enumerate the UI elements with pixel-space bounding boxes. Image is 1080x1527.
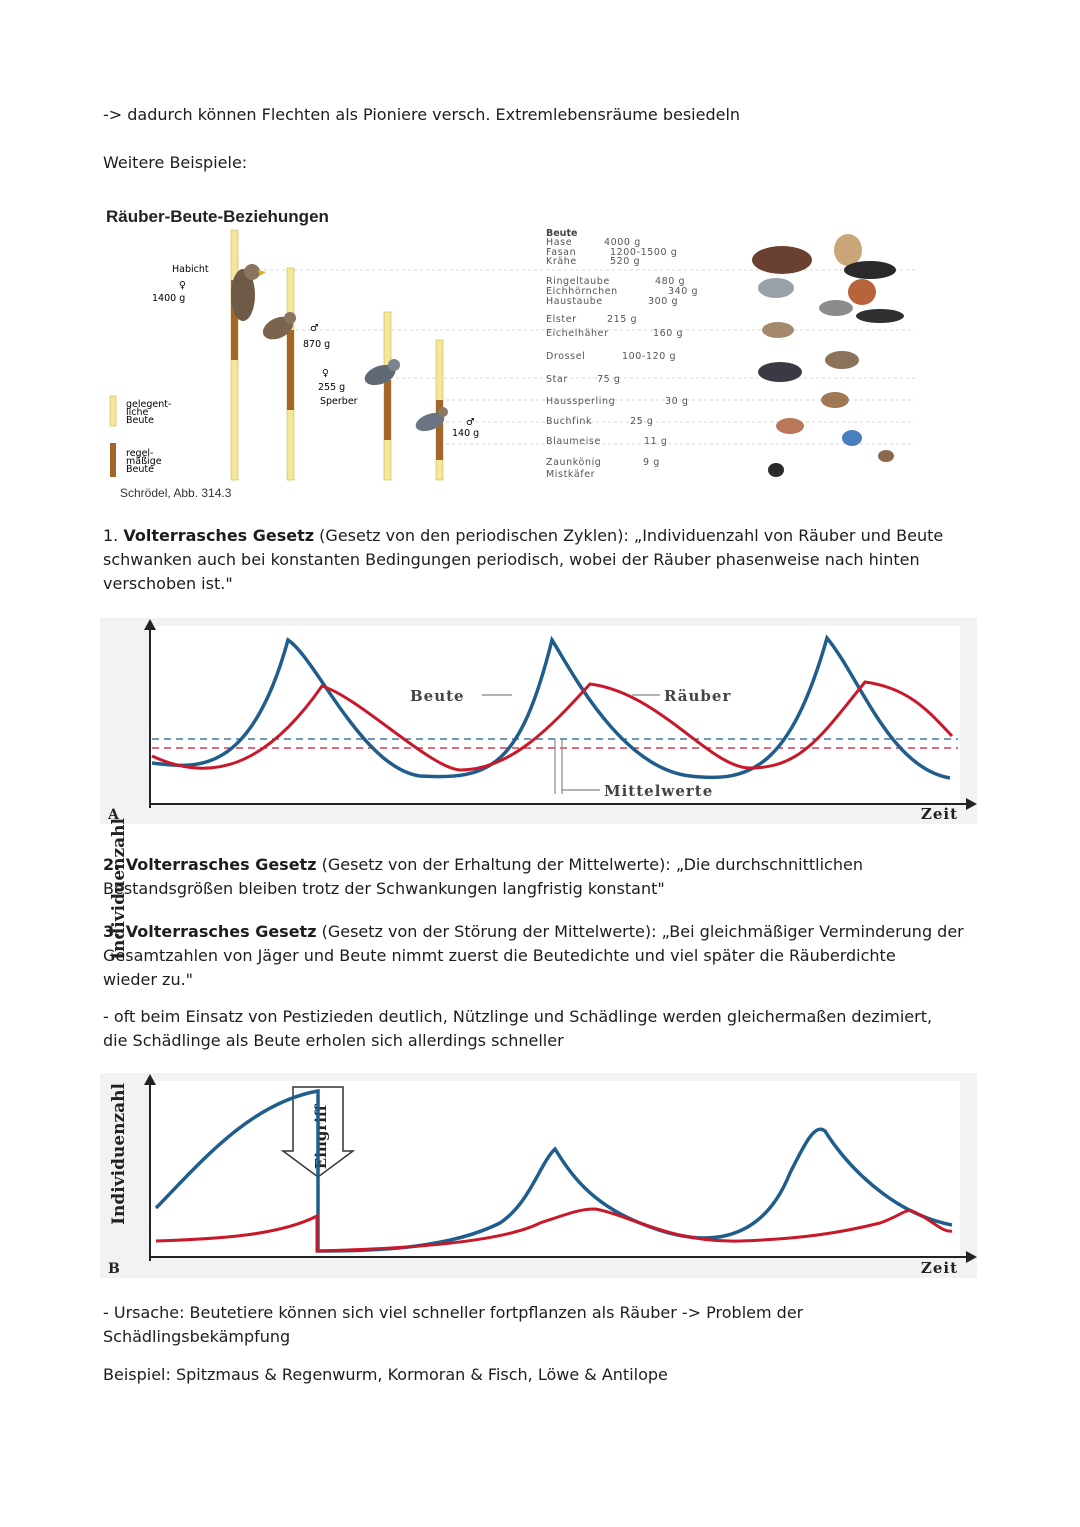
law3-rest: (Gesetz von der Störung der Mittelwerte): „Bei gleichmäßiger Verminderung der bbox=[316, 922, 964, 941]
figure-caption: Schrödel, Abb. 314.3 bbox=[120, 486, 232, 500]
thrush-icon bbox=[825, 351, 859, 369]
graph-b-y-label: Individuenzahl bbox=[109, 1083, 129, 1225]
predator-sex: ♂ bbox=[466, 417, 475, 428]
prey-name: Haustaube bbox=[546, 296, 603, 307]
prey-name: Fasan bbox=[546, 247, 577, 258]
prey-weight: 480 g bbox=[655, 276, 686, 287]
legend-regular: regel-mäßige Beute bbox=[126, 448, 162, 475]
law2-rest: (Gesetz von der Erhaltung der Mittelwerte): „Die durchschnittlichen bbox=[316, 855, 863, 874]
prey-name: Buchfink bbox=[546, 416, 593, 427]
prey-weight: 30 g bbox=[665, 396, 689, 407]
crow-icon bbox=[844, 261, 896, 279]
law2-title: 2. Volterrasches Gesetz bbox=[103, 855, 317, 874]
prey-name: Hase bbox=[546, 237, 573, 248]
prey-name: Drossel bbox=[546, 351, 586, 362]
graph-b-x-label: Zeit bbox=[920, 1259, 958, 1277]
prey-list bbox=[546, 237, 698, 480]
prey-weight: 75 g bbox=[597, 374, 621, 385]
prey-weight: 25 g bbox=[630, 416, 654, 427]
magpie-icon bbox=[856, 309, 904, 323]
predator-sex: ♀ bbox=[322, 368, 329, 379]
pigeon-icon bbox=[819, 300, 853, 316]
prey-name: Blaumeise bbox=[546, 436, 601, 447]
prey-weight: 300 g bbox=[648, 296, 679, 307]
note1-line1: - oft beim Einsatz von Pestizieden deutlich, Nützlinge und Schädlinge werden gleichermaßen dezimiert, bbox=[103, 1007, 933, 1026]
example-line: Beispiel: Spitzmaus & Regenwurm, Kormoran & Fisch, Löwe & Antilope bbox=[103, 1365, 668, 1384]
blue-tit-icon bbox=[842, 430, 862, 446]
prey-weight: 4000 g bbox=[604, 237, 641, 248]
graph-b-svg bbox=[100, 1073, 977, 1278]
prey-animals bbox=[752, 234, 904, 477]
prey-name: Mistkäfer bbox=[546, 469, 596, 480]
prey-weight: 520 g bbox=[610, 256, 641, 267]
graph-a-prey-label: Beute bbox=[410, 687, 465, 705]
dung-beetle-icon bbox=[768, 463, 784, 477]
wood-pigeon-icon bbox=[758, 278, 794, 298]
prey-weight: 215 g bbox=[607, 314, 638, 325]
prey-weight: 9 g bbox=[643, 457, 660, 468]
law3-line3: wieder zu." bbox=[103, 970, 194, 989]
predator-name: Habicht bbox=[172, 264, 209, 275]
predator-weight: 255 g bbox=[318, 382, 346, 393]
graph-b-panel-label: B bbox=[108, 1261, 120, 1277]
predator-weight: 140 g bbox=[452, 428, 480, 439]
prey-weight: 100-120 g bbox=[622, 351, 677, 362]
hare-icon bbox=[834, 234, 862, 266]
graph-b-intervention-label: Eingriff bbox=[312, 1104, 330, 1170]
law2-line1 bbox=[103, 853, 863, 877]
prey-name: Star bbox=[546, 374, 568, 385]
intro-line: -> dadurch können Flechten als Pioniere versch. Extremlebensräume besiedeln bbox=[103, 105, 741, 124]
legend-occasional-swatch bbox=[110, 396, 116, 426]
predator-weight: 870 g bbox=[303, 339, 331, 350]
graph-a-y-label: Individuenzahl bbox=[109, 818, 129, 960]
law1-num: 1. bbox=[103, 526, 119, 545]
prey-weight: 160 g bbox=[653, 328, 684, 339]
weitere-beispiele: Weitere Beispiele: bbox=[103, 153, 248, 172]
legend-occasional: gelegent-liche Beute bbox=[126, 399, 172, 426]
squirrel-icon bbox=[848, 279, 876, 305]
pheasant-icon bbox=[752, 246, 812, 274]
prey-name: Eichhörnchen bbox=[546, 286, 618, 297]
note1-line2: die Schädlinge als Beute erholen sich allerdings schneller bbox=[103, 1031, 564, 1050]
law1-line3: verschoben ist." bbox=[103, 574, 233, 593]
predator-weight: 1400 g bbox=[152, 293, 186, 304]
prey-weight: 11 g bbox=[644, 436, 668, 447]
prey-weight: 1200-1500 g bbox=[610, 247, 678, 258]
prey-name: Elster bbox=[546, 314, 577, 325]
prey-name: Haussperling bbox=[546, 396, 616, 407]
law1-title: Volterrasches Gesetz bbox=[123, 526, 315, 545]
starling-icon bbox=[758, 362, 802, 382]
prey-weight: 340 g bbox=[668, 286, 699, 297]
prey-header: Beute bbox=[546, 228, 578, 239]
prey-name: Zaunkönig bbox=[546, 457, 602, 468]
predator-sex: ♂ bbox=[310, 323, 319, 334]
predator-sex: ♀ bbox=[179, 280, 186, 291]
legend-regular-swatch bbox=[110, 443, 116, 477]
law3-line2: Gesamtzahlen von Jäger und Beute nimmt zuerst die Beutedichte und viel später die Räuberdichte bbox=[103, 946, 896, 965]
law1-rest: (Gesetz von den periodischen Zyklen): „Individuenzahl von Räuber und Beute bbox=[314, 526, 944, 545]
prey-name: Krähe bbox=[546, 256, 577, 267]
jay-icon bbox=[762, 322, 794, 338]
predator-name: Sperber bbox=[320, 396, 358, 407]
law3-title: 3. Volterrasches Gesetz bbox=[103, 922, 317, 941]
law3-line1 bbox=[103, 920, 964, 944]
note2-line2: Schädlingsbekämpfung bbox=[103, 1327, 291, 1346]
sparrowhawk-female-icon bbox=[362, 359, 400, 389]
note2-line1: - Ursache: Beutetiere können sich viel schneller fortpflanzen als Räuber -> Problem der bbox=[103, 1303, 804, 1322]
law2-line2: Bestandsgrößen bleiben trotz der Schwankungen langfristig konstant" bbox=[103, 879, 665, 898]
graph-a-panel-label: A bbox=[108, 807, 119, 823]
sparrow-icon bbox=[821, 392, 849, 408]
graph-a-x-label: Zeit bbox=[920, 805, 958, 823]
chaffinch-icon bbox=[776, 418, 804, 434]
graph-b bbox=[100, 1073, 977, 1278]
graph-a-predator-label: Räuber bbox=[664, 687, 732, 705]
wren-icon bbox=[878, 450, 894, 462]
law1-line1 bbox=[103, 524, 943, 548]
figure-title: Räuber-Beute-Beziehungen bbox=[106, 207, 329, 226]
law1-line2: schwanken auch bei konstanten Bedingungen periodisch, wobei der Räuber phasenweise nach hinten bbox=[103, 550, 920, 569]
prey-name: Ringeltaube bbox=[546, 276, 610, 287]
prey-name: Eichelhäher bbox=[546, 328, 609, 339]
predator-prey-figure bbox=[100, 200, 920, 500]
graph-a-mean-label: Mittelwerte bbox=[604, 782, 714, 800]
predator-prey-svg bbox=[100, 200, 920, 500]
